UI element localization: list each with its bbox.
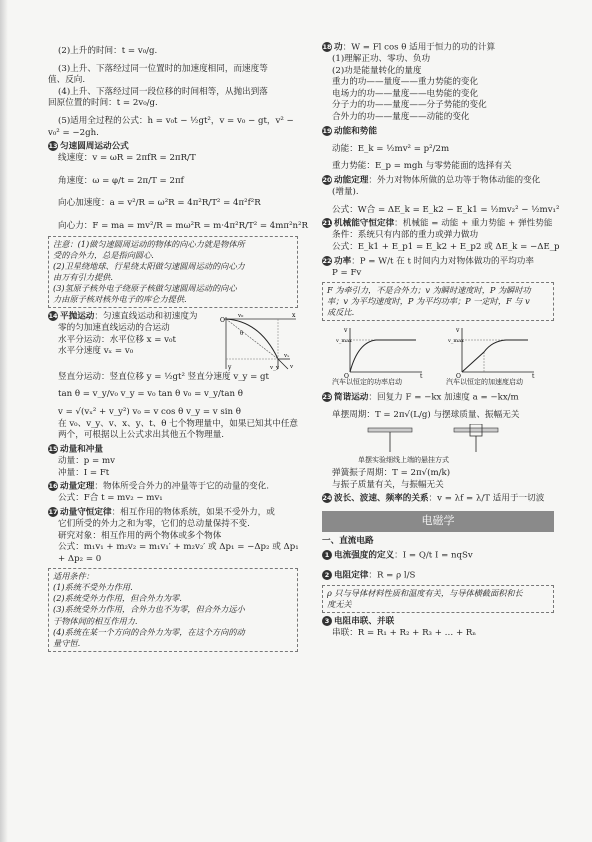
section-text: ：匀速直线运动和初速度为 — [94, 311, 198, 322]
section-text: ：I = Q/t I = nqSv — [394, 550, 473, 561]
section-text: ：回复力 F = −kx 加速度 a = −kx/m — [368, 392, 519, 403]
text-line: 研究对象：相互作用的两个物体或多个物体 — [58, 530, 222, 541]
page-spine — [0, 0, 8, 842]
section-number: 15 — [48, 444, 58, 453]
section-number: 14 — [48, 312, 58, 320]
text-line: 在 v₀、v_y、v、x、y、t、θ 七个物理量中，如果已知其中任意 — [58, 418, 299, 429]
formula-line: 重力势能：E_p = mgh 与零势能面的选择有关 — [332, 161, 512, 172]
section-heading — [48, 507, 298, 519]
text-line: 零的匀加速直线运动的合运动 — [58, 323, 170, 334]
section-text: ：v = λf = λ/T 适用于一切波 — [428, 493, 545, 504]
section-heading — [48, 444, 298, 456]
section-number: 2 — [322, 570, 332, 580]
section-number: 20 — [322, 175, 332, 184]
graph-label: v_max — [336, 338, 352, 345]
note-line: (3)系统受外力作用，合外力也不为零，但合外力远小 — [53, 604, 245, 615]
formula-line: 弹簧振子周期：T = 2π√(m/k) — [332, 468, 451, 479]
projectile-section — [48, 311, 298, 383]
section-text: ：R = ρ l/S — [368, 570, 416, 581]
formula-line: 公式：W合 = ΔE_k = E_k2 − E_k1 = ½mv₂² − ½mv₁² — [332, 204, 560, 215]
note-line: 受的合外力，总是指向圆心. — [53, 249, 154, 260]
graph-label: t — [420, 373, 423, 379]
formula-line: P = Fv — [332, 267, 362, 278]
note-line: (4)系统在某一个方向的合外力为零，在这个方向的动 — [53, 626, 245, 637]
diagram-label: y — [228, 364, 232, 371]
diagram-label: O — [220, 317, 225, 324]
formula-line: 公式：F合 t = mv₂ − mv₁ — [58, 493, 163, 504]
right-column — [322, 40, 560, 640]
formula-line: tan θ = v_y/v₀ v_y = v₀ tan θ v₀ = v_y/tan θ — [58, 389, 243, 400]
diagram-label: v — [290, 364, 294, 370]
section-number: 13 — [48, 142, 58, 151]
section-number: 22 — [322, 256, 332, 265]
text-line: 条件：系统只有内部的重力或弹力做功 — [332, 230, 479, 241]
note-line: (2)系统受外力作用，但合外力为零. — [53, 593, 182, 604]
section-heading — [322, 616, 554, 628]
section-number: 21 — [322, 219, 332, 228]
formula-line: 动量：p = mv — [58, 455, 115, 466]
diagram-label: θ — [240, 331, 244, 337]
note-line: 由万有引力提供. — [53, 271, 113, 282]
section-title: 功率 — [334, 256, 352, 266]
text-line: 重力的功——量度——重力势能的变化 — [332, 77, 479, 88]
section-heading — [322, 175, 554, 187]
text-line: 合外力的功——量度——动能的变化 — [332, 112, 470, 123]
section-title: 动量定理 — [60, 481, 95, 492]
section-text: ：物体所受合外力的冲量等于它的动量的变化. — [94, 481, 269, 492]
graph-label: v — [344, 327, 348, 335]
text-line: 回原位置的时间：t = 2v₀/g. — [48, 98, 158, 109]
section-title: 功 — [334, 42, 343, 53]
section-number: 1 — [322, 550, 332, 560]
text-line: 它们所受的外力之和为零，它们的总动量保持不变. — [58, 518, 250, 529]
graph-caption: 汽车以恒定的加速度启动 — [446, 378, 523, 387]
text-line: 分子力的功——量度——分子势能的变化 — [332, 100, 487, 111]
text-line: v₀² = −2gh. — [48, 127, 99, 138]
section-text: ：外力对物体所做的总功等于物体动能的变化 — [368, 175, 541, 186]
section-text: ：机械能 = 动能 + 重力势能 + 弹性势能 — [394, 218, 553, 229]
section-heading — [322, 392, 554, 404]
formula-line: 冲量：I = Ft — [58, 467, 110, 478]
graph-label: O — [456, 373, 461, 379]
projectile-diagram — [220, 313, 300, 371]
section-heading — [322, 42, 554, 54]
subsection-heading: 一、直流电路 — [322, 536, 374, 547]
graph-caption: 汽车以恒定的功率启动 — [332, 378, 402, 387]
section-title: 电阻定律 — [334, 570, 369, 581]
section-heading — [48, 141, 298, 153]
note-line: 注意：(1)做匀速圆周运动的物体的向心力就是物体所 — [53, 238, 245, 249]
section-number: 16 — [48, 482, 58, 491]
graph-label: v_max — [448, 338, 464, 345]
note-line: 率；v 为平均速度时，P 为平均功率；P 一定时，F 与 v — [327, 296, 530, 307]
section-heading — [322, 218, 554, 230]
graph-constant-acceleration — [448, 324, 540, 378]
note-line: (3)氢原子核外电子绕原子核做匀速圆周运动的向心 — [53, 282, 237, 293]
text-line: 竖直分运动：竖直位移 y = ½gt² 竖直分速度 v_y = gt — [58, 371, 269, 382]
graph-label: t — [532, 373, 535, 379]
section-title: 波长、波速、频率的关系 — [334, 493, 429, 504]
section-title: 简谐运动 — [334, 392, 369, 403]
text-line: (2)上升的时间：t = v₀/g. — [58, 46, 158, 56]
formula-line: + Δp₂ = 0 — [58, 553, 102, 564]
formula-line: 串联：R = R₁ + R₂ + R₃ + … + Rₙ — [332, 628, 477, 639]
note-line: F 为牵引力，不是合外力；v 为瞬时速度时，P 为瞬时功 — [327, 285, 531, 296]
graph-label: v — [456, 327, 460, 335]
text-line: (1)理解正功、零功、负功 — [332, 54, 431, 65]
formula-line: 角速度：ω = φ/t = 2π/T = 2πf — [58, 175, 184, 186]
pendulum-diagram — [362, 424, 512, 456]
section-number: 19 — [322, 126, 332, 135]
section-heading — [322, 256, 554, 268]
section-title: 动能定理 — [334, 175, 369, 186]
section-title: 动能和势能 — [334, 126, 377, 137]
section-heading — [322, 493, 554, 505]
section-number: 18 — [322, 43, 332, 51]
section-heading — [48, 481, 298, 493]
diagram-label: vₓ — [284, 353, 290, 359]
formula-line: v = √(vₓ² + v_y²) v₀ = v cos θ v_y = v sin θ — [58, 407, 241, 418]
diagram-label: v_y — [270, 365, 279, 371]
figure-caption: 单摆实验细线上端的悬挂方式 — [358, 456, 449, 465]
note-box — [48, 236, 298, 308]
text-line: 水平分速度 vₓ = v₀ — [58, 346, 134, 357]
note-line: 适用条件： — [53, 571, 94, 582]
section-text: ：P = W/t 在 t 时间内力对物体做功的平均功率 — [351, 256, 534, 266]
formula-line: 公式：m₁v₁ + m₂v₂ = m₁v₁′ + m₂v₂′ 或 Δp₁ = −Δp₂ 或 Δp₁ — [58, 542, 299, 553]
note-line: 成反比. — [327, 307, 355, 318]
text-line: 与振子质量有关，与振幅无关 — [332, 479, 444, 490]
section-number: 23 — [322, 393, 332, 402]
section-title: 机械能守恒定律 — [334, 218, 395, 229]
section-title: 平抛运动 — [60, 311, 95, 322]
text-line: (4)上升、下落经过同一段位移的时间相等，从抛出到落 — [58, 86, 268, 97]
text-line: (3)上升、下落经过同一位置时的加速度相同，而速度等 — [58, 63, 268, 74]
formula-line: 向心加速度：a = v²/R = ω²R = 4π²R/T² = 4π²f²R — [58, 198, 261, 209]
section-title: 匀速圆周运动公式 — [60, 141, 129, 152]
chapter-band: 电磁学 — [322, 511, 554, 532]
power-graphs — [322, 324, 554, 390]
note-line: 度无关 — [327, 599, 352, 610]
section-title: 动量和冲量 — [60, 444, 103, 455]
formula-line: 向心力：F = ma = mv²/R = mω²R = m·4π²R/T² = 4mπ²n²R — [58, 221, 308, 232]
section-title: 动量守恒定律 — [60, 507, 112, 518]
note-box — [322, 585, 554, 613]
note-line: 力由原子核对核外电子的库仑力提供. — [53, 293, 187, 304]
section-heading — [322, 570, 554, 582]
note-line: 量守恒. — [53, 637, 81, 648]
pendulum-figure — [322, 422, 554, 468]
section-heading — [322, 550, 554, 562]
graph-constant-power — [336, 324, 428, 378]
text-line: (增量). — [332, 187, 359, 198]
diagram-label: x — [292, 313, 296, 319]
section-number: 24 — [322, 494, 332, 503]
note-line: (2)卫星绕地球、行星绕太阳做匀速圆周运动的向心力 — [53, 260, 245, 271]
text-line: (2)功是能量转化的量度 — [332, 65, 422, 76]
note-line: (1)系统不受外力作用. — [53, 582, 133, 593]
section-number: 3 — [322, 616, 332, 626]
section-number: 17 — [48, 507, 58, 516]
section-text: ：W = Fl cos θ 适用于恒力的功的计算 — [342, 42, 496, 53]
section-title: 电流强度的定义 — [334, 550, 395, 561]
note-box — [48, 568, 298, 651]
formula-line: 单摆周期：T = 2π√(L/g) 与摆球质量、振幅无关 — [332, 410, 520, 421]
graph-label: O — [344, 373, 349, 379]
text-line: 两个，可根据以上公式求出其他五个物理量. — [58, 430, 225, 441]
section-title: 电阻串联、并联 — [334, 616, 395, 627]
text-line: 水平分运动：水平位移 x = v₀t — [58, 334, 176, 345]
section-heading — [322, 126, 554, 138]
formula-line: 线速度：v = ωR = 2πfR = 2πR/T — [58, 153, 196, 164]
note-box — [322, 282, 554, 321]
note-line: 于物体间的相互作用力. — [53, 615, 138, 626]
section-text: ：相互作用的物体系统，如果不受外力，或 — [111, 507, 275, 518]
formula-line: 公式：E_k1 + E_p1 = E_k2 + E_p2 或 ΔE_k = −ΔE_p — [332, 241, 560, 252]
text-line: (5)适用全过程的公式：h = v₀t − ½gt²，v = v₀ − gt，v² − — [58, 115, 294, 126]
diagram-label: v₀ — [238, 313, 244, 319]
formula-line: 动能：E_k = ½mv² = p²/2m — [332, 143, 450, 154]
left-column — [48, 46, 308, 655]
text-line: 值、反向. — [48, 75, 86, 86]
note-line: ρ 只与导体材料性质和温度有关，与导体横截面积和长 — [327, 587, 523, 598]
text-line: 电场力的功——量度——电势能的变化 — [332, 88, 479, 99]
